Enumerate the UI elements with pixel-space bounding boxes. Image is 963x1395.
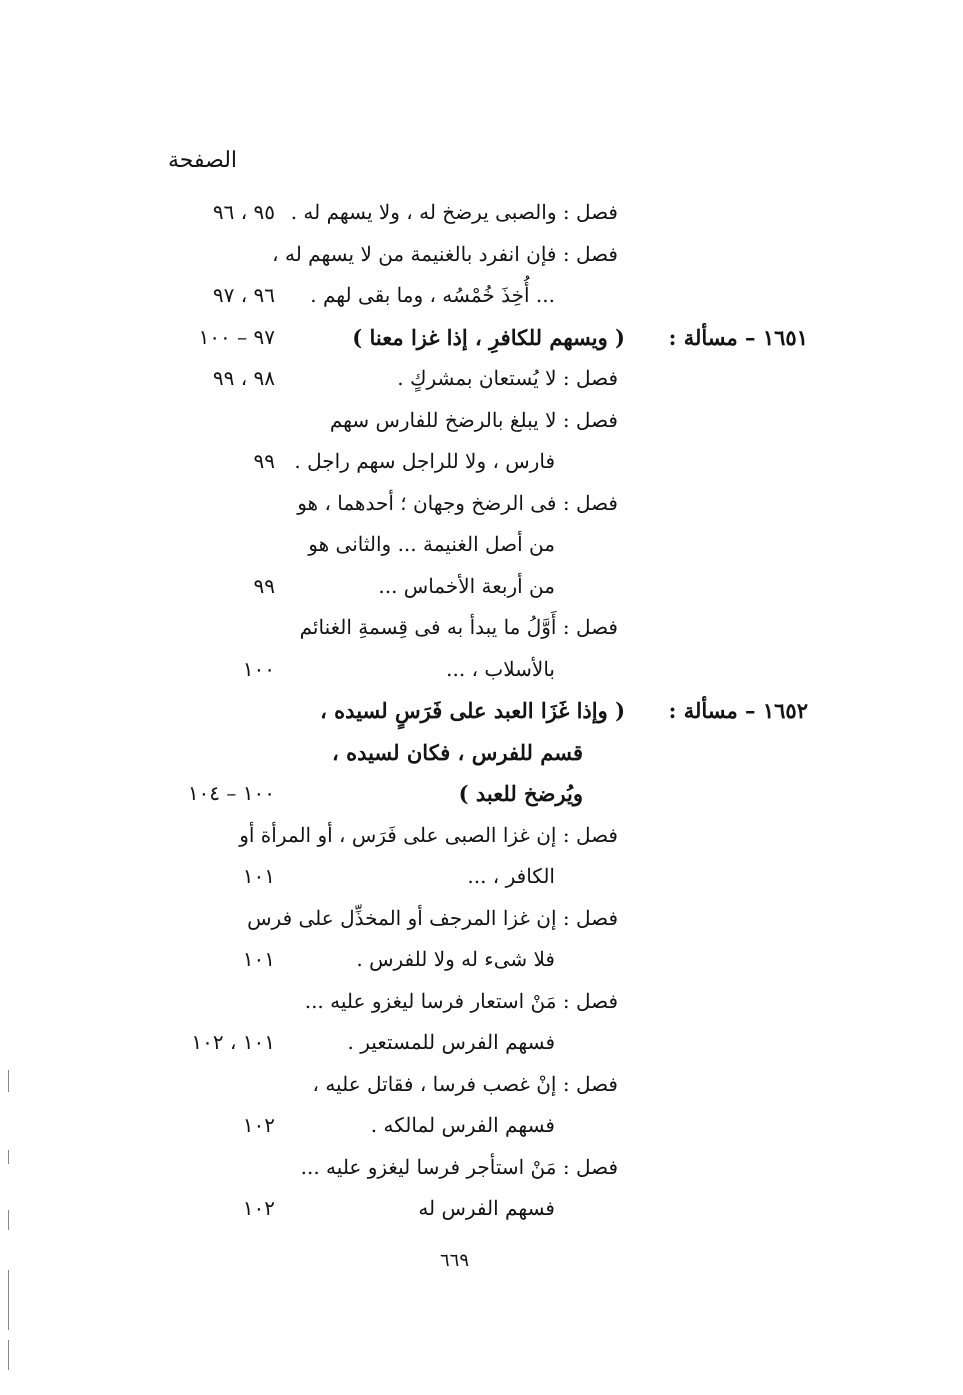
margin-mark [8,1340,9,1370]
index-entry [0,1151,963,1191]
index-entry [0,985,963,1025]
margin-mark [8,1070,9,1092]
entry-pages: ١٠٢ [242,1113,275,1137]
entry-text: فسهم الفرس له [418,1196,555,1220]
entry-pages: ١٠١ [242,947,275,971]
index-entry [0,528,963,568]
index-entry [0,238,963,278]
entry-pages: ٩٩ [253,449,275,473]
entry-text: بالأسلاب ، ... [446,657,555,681]
entry-pages: ٩٨ ، ٩٩ [212,366,275,390]
entry-text: الكافر ، ... [467,864,555,888]
entry-text: فصل : إن غزا الصبى على فَرَس ، أو المرأة أو [239,823,618,847]
index-entry [0,487,963,527]
entry-pages: ٩٥ ، ٩٦ [212,200,275,224]
entry-text: فصل : إن غزا المرجف أو المخذِّل على فرس [247,906,618,930]
entry-text: فصل : إنْ غصب فرسا ، فقاتل عليه ، [312,1072,618,1096]
index-entry [0,1109,963,1149]
entry-text: ( وإذا غَزَا العبد على فَرَسٍ لسيده ، [320,698,625,723]
index-entry [0,570,963,610]
entry-pages: ٩٦ ، ٩٧ [212,283,275,307]
page-column-header: الصفحة [168,148,238,173]
margin-mark [8,1150,9,1164]
entry-text: فسهم الفرس للمستعير . [347,1030,555,1054]
index-entry [0,777,963,817]
entry-text: فصل : والصبى يرضخ له ، ولا يسهم له . [290,200,618,224]
entry-text: ( ويسهم للكافرِ ، إذا غزا معنا ) [352,325,625,350]
entry-pages: ١٠٠ – ١٠٤ [187,781,275,805]
masala-number: ١٦٥١ – مسألة : [668,325,808,350]
index-entry [0,611,963,651]
index-entry [0,1026,963,1066]
entry-text: فصل : لا يُستعان بمشركٍ . [397,366,618,390]
page-number: ٦٦٩ [440,1250,470,1271]
entry-text: قسم للفرس ، فكان لسيده ، [331,740,583,765]
index-entry [0,445,963,485]
index-entry [0,279,963,319]
index-entry [0,362,963,402]
masala-number: ١٦٥٢ – مسألة : [668,698,808,723]
entry-pages: ٩٧ – ١٠٠ [198,325,275,349]
entry-text: فصل : فى الرضخ وجهان ؛ أحدهما ، هو [297,491,618,515]
entry-text: فلا شىء له ولا للفرس . [356,947,555,971]
entry-pages: ٩٩ [253,574,275,598]
entry-text: فصل : أَوَّلُ ما يبدأ به فى قِسمةِ الغنائم [299,615,618,639]
entry-text: من أصل الغنيمة ... والثانى هو [308,532,555,556]
masala-entry [0,694,963,734]
entry-text: فصل : فإن انفرد بالغنيمة من لا يسهم له ، [272,242,618,266]
index-entry [0,653,963,693]
entry-text: فصل : لا يبلغ بالرضخ للفارس سهم [329,408,618,432]
entry-text: ... أُخِذَ خُمْسُه ، وما بقى لهم . [310,283,555,307]
index-entry [0,736,963,776]
margin-mark [8,1210,9,1230]
margin-mark [8,1270,9,1330]
index-entry [0,404,963,444]
masala-entry [0,321,963,361]
entry-pages: ١٠١ ، ١٠٢ [191,1030,275,1054]
entry-pages: ١٠٠ [242,657,275,681]
entry-text: فصل : مَنْ استعار فرسا ليغزو عليه ... [304,989,618,1013]
entry-pages: ١٠١ [242,864,275,888]
entry-text: فارس ، ولا للراجل سهم راجل . [294,449,555,473]
entry-text: ويُرضخ للعبد ) [458,781,583,806]
entry-pages: ١٠٢ [242,1196,275,1220]
index-entry [0,196,963,236]
index-entry [0,1068,963,1108]
index-entry [0,902,963,942]
entry-text: فصل : مَنْ استأجر فرسا ليغزو عليه ... [300,1155,618,1179]
index-entry [0,860,963,900]
entry-text: من أربعة الأخماس ... [378,574,555,598]
index-entry [0,943,963,983]
index-entry [0,819,963,859]
index-entry [0,1192,963,1232]
entry-text: فسهم الفرس لمالكه . [370,1113,555,1137]
